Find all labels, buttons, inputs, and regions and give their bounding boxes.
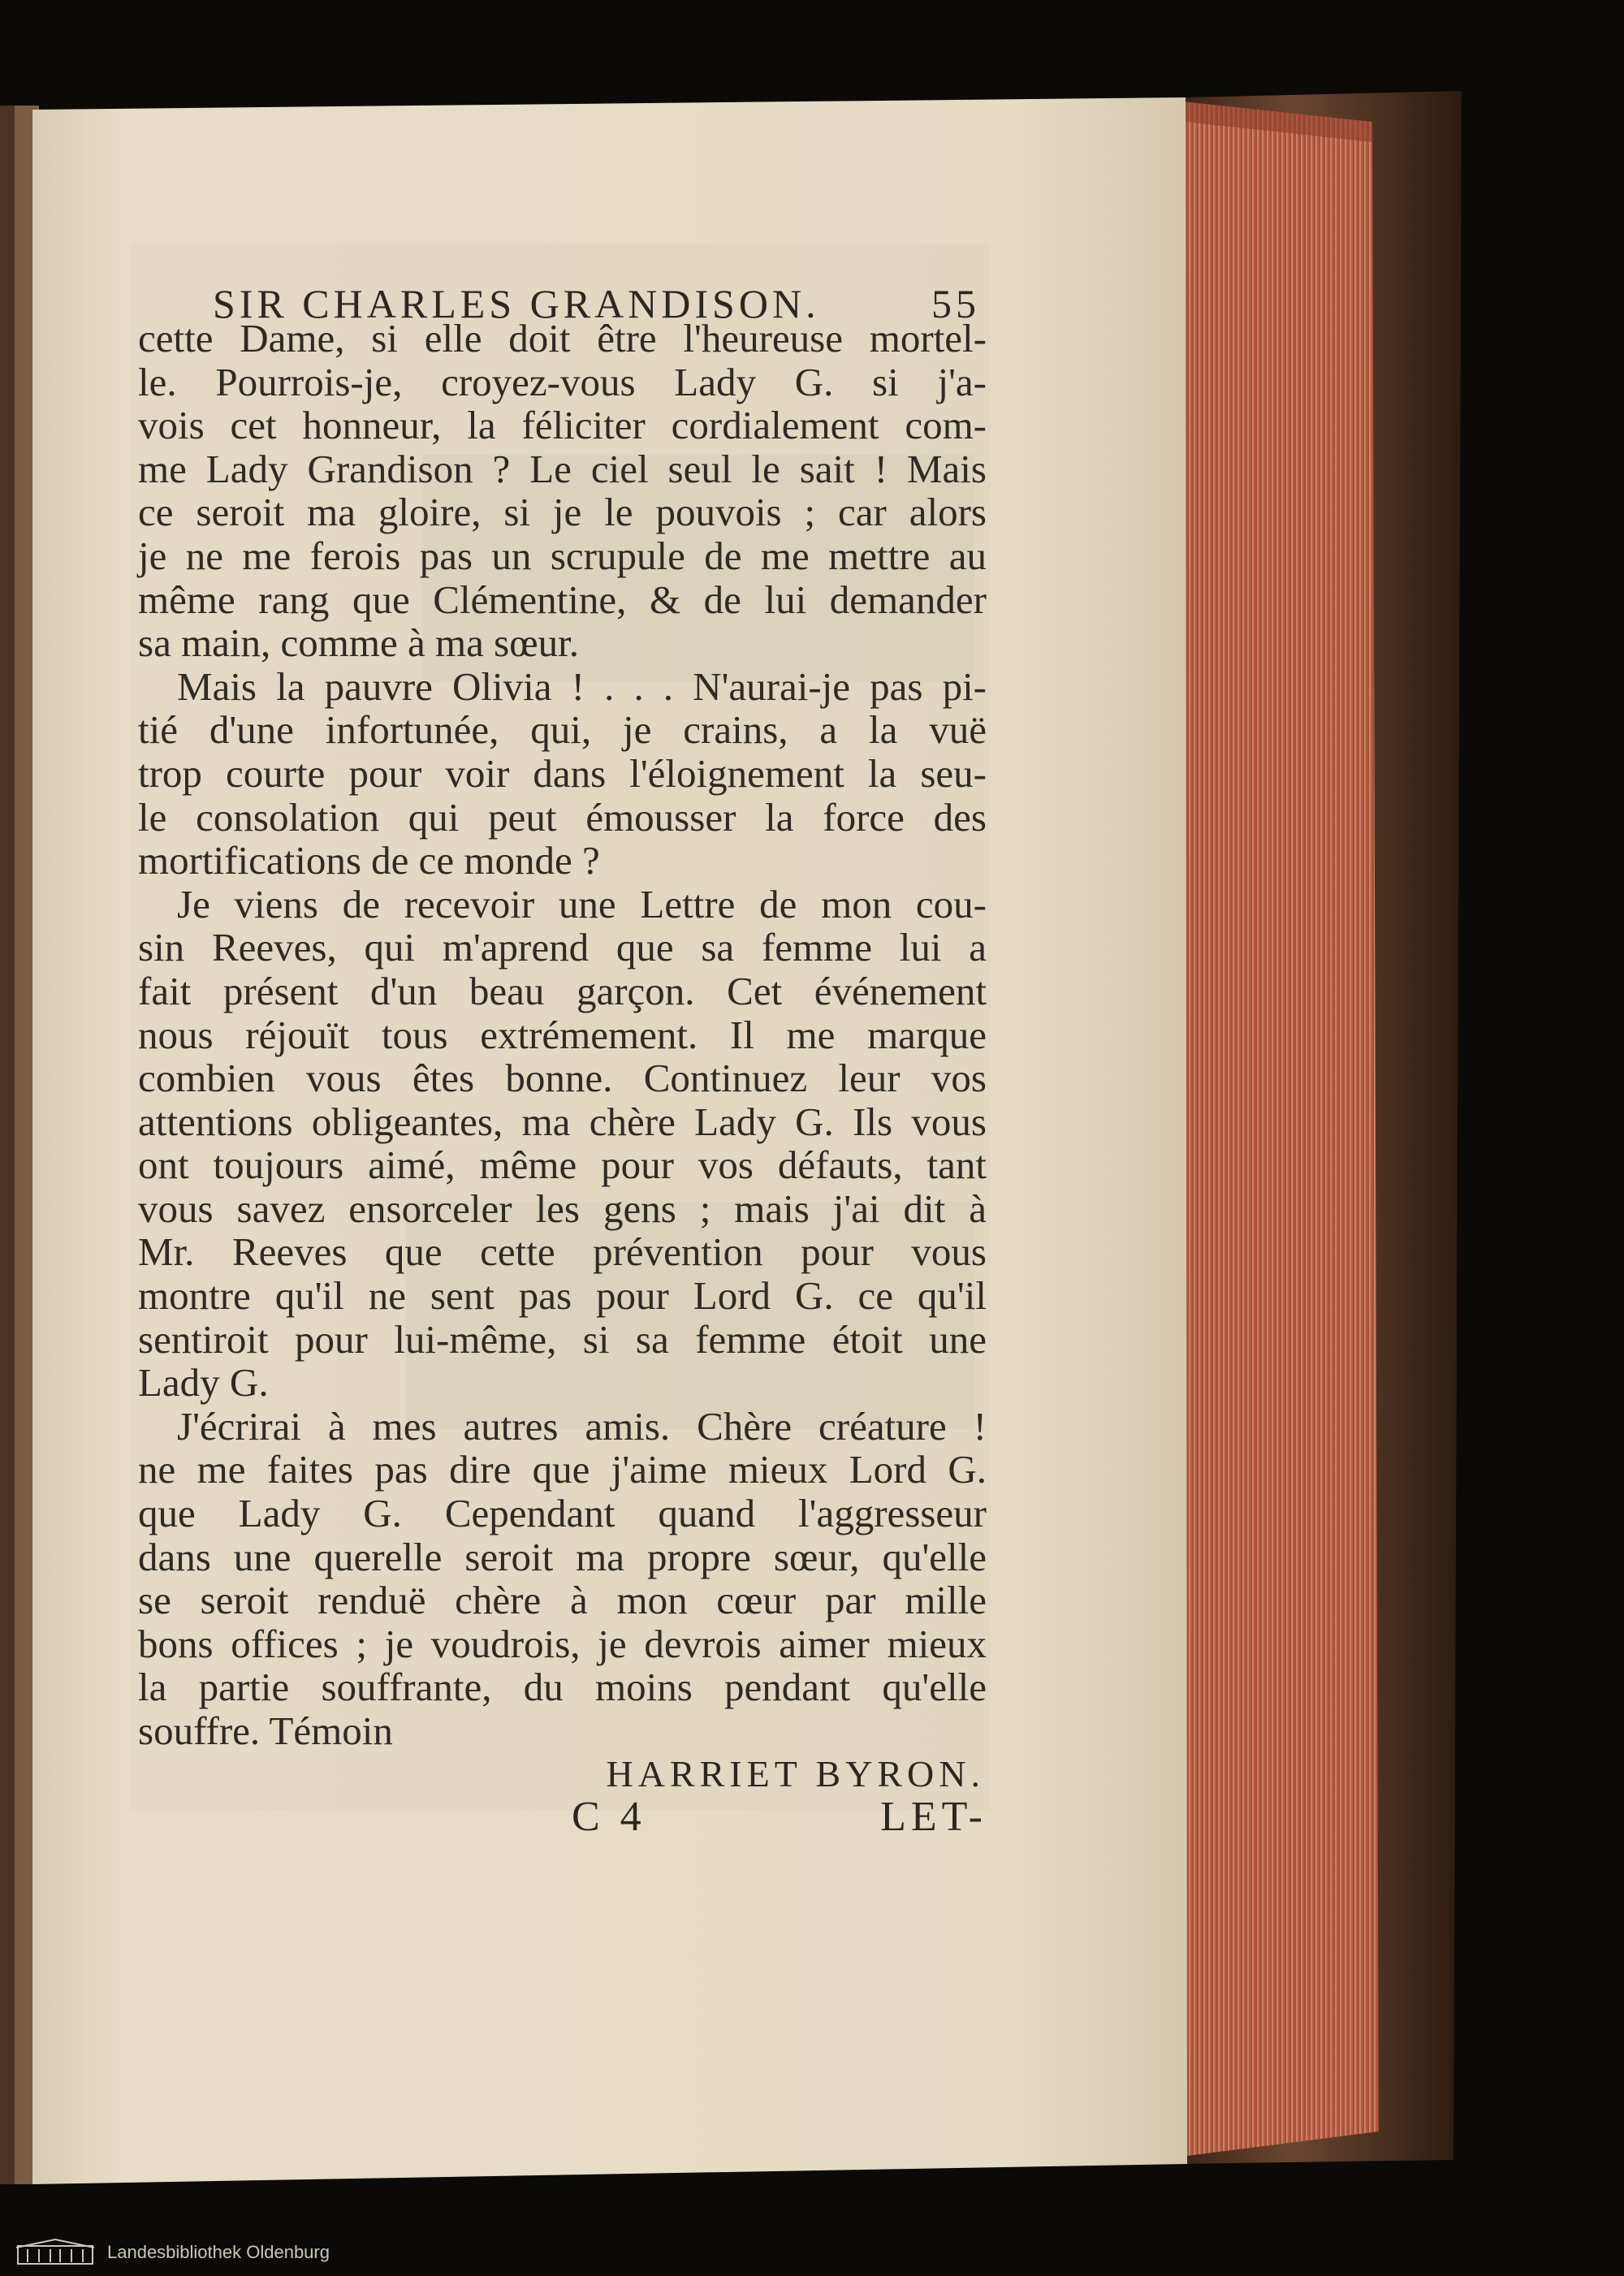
text-line: tié d'une infortunée, qui, je crains, a la vuë: [138, 707, 987, 753]
text-line: bons offices ; je voudrois, je devrois aimer mieux: [138, 1621, 987, 1666]
text-line: vois cet honneur, la féliciter cordialement com-: [138, 403, 987, 448]
text-line: ont toujours aimé, même pour vos défauts, tant: [138, 1142, 987, 1188]
catchword: LET-: [880, 1794, 987, 1840]
page-footer: [572, 1793, 987, 1841]
text-line: que Lady G. Cependant quand l'aggresseur: [138, 1491, 987, 1536]
body-text: [138, 317, 987, 1753]
signature: HARRIET BYRON.: [606, 1753, 985, 1794]
text-line: mortifications de ce monde ?: [138, 838, 600, 883]
text-line: dans une querelle seroit ma propre sœur, qu'elle: [138, 1534, 987, 1579]
running-head-title: SIR CHARLES GRANDISON.: [213, 281, 820, 326]
text-line: Mais la pauvre Olivia ! . . . N'aurai-je pas pi-: [177, 663, 987, 709]
text-line: montre qu'il ne sent pas pour Lord G. ce qu'il: [138, 1273, 987, 1319]
text-line: Je viens de recevoir une Lettre de mon cou-: [177, 881, 987, 926]
text-line: souffre. Témoin: [138, 1708, 393, 1753]
library-name: Landesbibliothek Oldenburg: [107, 2241, 330, 2262]
library-logo-icon: [15, 2238, 96, 2267]
text-line: Lady G.: [138, 1360, 269, 1406]
library-footer-bar: [0, 2228, 1624, 2276]
text-line: ne me faites pas dire que j'aime mieux Lord G.: [138, 1447, 987, 1492]
text-line: sa main, comme à ma sœur.: [138, 620, 579, 666]
text-line: se seroit renduë chère à mon cœur par mille: [138, 1578, 987, 1623]
text-line: nous réjouït tous extrémement. Il me marque: [138, 1012, 987, 1057]
text-line: cette Dame, si elle doit être l'heureuse mortel-: [138, 316, 987, 361]
text-line: vous savez ensorceler les gens ; mais j'ai dit à: [138, 1186, 987, 1231]
text-line: Mr. Reeves que cette prévention pour vous: [138, 1229, 987, 1275]
text-line: fait présent d'un beau garçon. Cet événement: [138, 968, 987, 1013]
text-line: attentions obligeantes, ma chère Lady G. Ils vous: [138, 1099, 987, 1144]
text-line: le consolation qui peut émousser la force des: [138, 794, 987, 840]
text-line: me Lady Grandison ? Le ciel seul le sait ! Mais: [138, 446, 987, 491]
text-line: J'écrirai à mes autres amis. Chère créature !: [177, 1403, 987, 1449]
text-line: même rang que Clémentine, & de lui demander: [138, 577, 987, 622]
text-line: sin Reeves, qui m'aprend que sa femme lui a: [138, 925, 987, 970]
page-number: 55: [931, 281, 980, 326]
text-line: le. Pourrois-je, croyez-vous Lady G. si j'a-: [138, 359, 987, 404]
text-line: trop courte pour voir dans l'éloignement la seu-: [138, 750, 987, 796]
text-line: ce seroit ma gloire, si je le pouvois ; car alors: [138, 490, 987, 535]
text-line: la partie souffrante, du moins pendant qu'elle: [138, 1665, 987, 1710]
signature-mark: C 4: [572, 1794, 646, 1840]
text-line: combien vous êtes bonne. Continuez leur vos: [138, 1056, 987, 1101]
text-line: je ne me ferois pas un scrupule de me mettre au: [138, 533, 987, 578]
text-line: sentiroit pour lui-même, si sa femme étoit une: [138, 1316, 987, 1362]
